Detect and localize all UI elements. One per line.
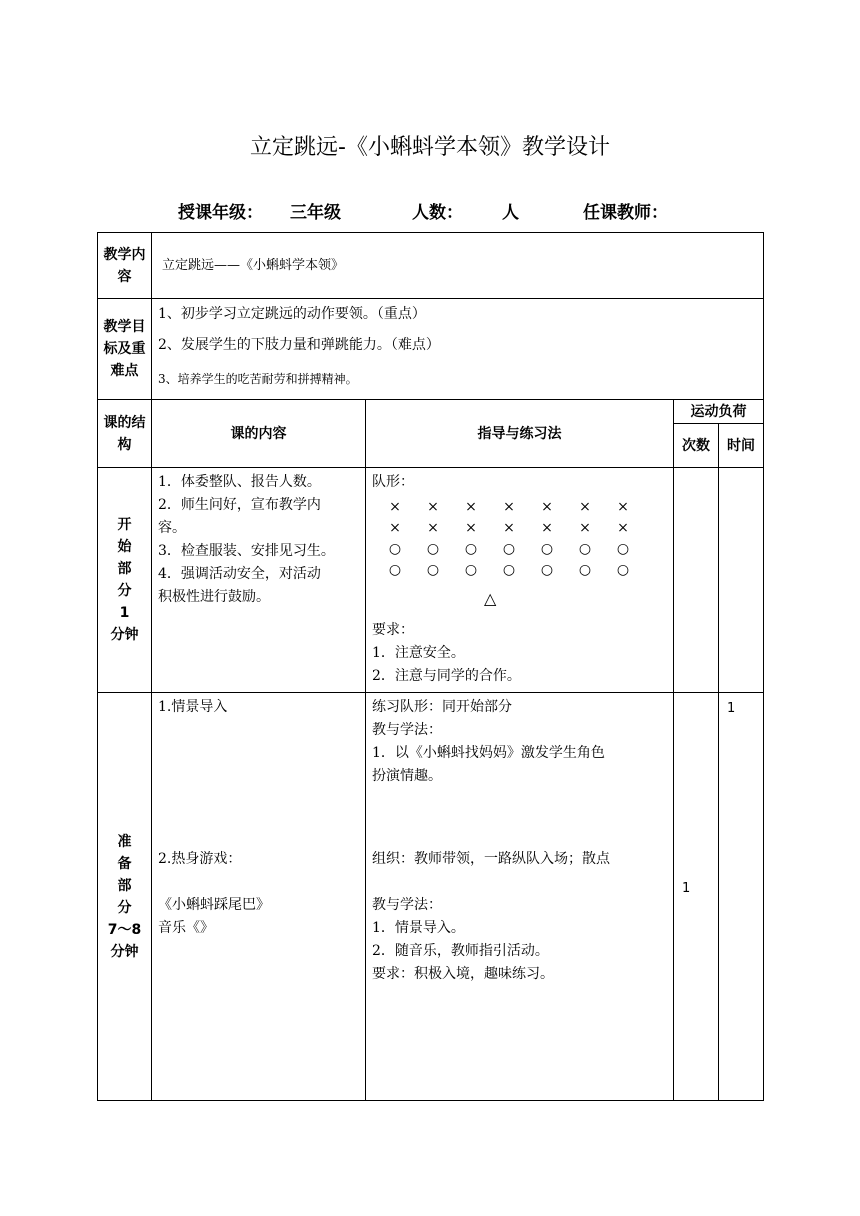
prep-section-content: 1.情景导入 2.热身游戏： 《小蝌蚪踩尾巴》 音乐《》 <box>152 693 366 1101</box>
formation-mark: × <box>579 520 591 536</box>
start-section-guide: 队形： × × × × × × × × × × × × × × ○ ○ ○ ○ ○ ○ ○ ○ ○ ○ ○ ○ ○ ○ △ 要求： 1．注意安全。 2．注意与同学的合作。 <box>366 468 674 693</box>
content-row <box>98 233 764 299</box>
goals-row-label: 教学目标及重难点 <box>98 299 152 400</box>
goals-row <box>98 299 764 400</box>
lesson-table <box>97 232 764 1101</box>
formation-mark: × <box>389 499 401 515</box>
grade-value: 三年级 <box>290 203 341 223</box>
formation-mark: × <box>579 499 591 515</box>
formation-mark: ○ <box>464 562 478 578</box>
formation-mark: ○ <box>426 541 440 557</box>
start-time-cell <box>719 468 764 693</box>
header-time: 时间 <box>719 424 764 468</box>
prep-time-value: 1 <box>727 701 736 716</box>
formation-mark: × <box>503 520 515 536</box>
formation-label: 队形： <box>372 474 414 490</box>
formation-mark: × <box>541 499 553 515</box>
goal-item: 3、培养学生的吃苦耐劳和拼搏精神。 <box>158 372 358 386</box>
prep-times-value: 1 <box>682 881 691 896</box>
prep-time-cell <box>719 693 764 1101</box>
formation-mark: × <box>427 520 439 536</box>
header-structure: 课的结构 <box>98 400 152 468</box>
start-section-label: 开 始 部 分 1 分钟 <box>98 468 152 693</box>
prep-section-label: 准 备 部 分 7～8 分钟 <box>98 693 152 1101</box>
table-header-row <box>98 400 764 424</box>
formation-mark: ○ <box>464 541 478 557</box>
prep-section-row <box>98 693 764 1101</box>
goal-item: 1、初步学习立定跳远的动作要领。（重点） <box>158 306 426 322</box>
prep-section-guide: 练习队形：同开始部分 教与学法： 1．以《小蝌蚪找妈妈》激发学生角色 扮演情趣。 组织：教师带领，一路纵队入场；散点 教与学法： 1．情景导入。 2．随音乐，教师指引活动。 要求：积极入境，趣味练习。 <box>366 693 674 1101</box>
formation-mark: × <box>465 520 477 536</box>
page-title: 立定跳远-《小蝌蚪学本领》教学设计 <box>250 135 610 160</box>
formation-mark: × <box>465 499 477 515</box>
formation-mark: × <box>389 520 401 536</box>
formation-grid <box>376 497 667 581</box>
formation-mark: ○ <box>540 541 554 557</box>
formation-mark: ○ <box>502 562 516 578</box>
teacher-label: 任课教师： <box>583 203 668 223</box>
formation-mark: ○ <box>502 541 516 557</box>
count-value: 人 <box>502 203 519 223</box>
teacher-triangle-icon: △ <box>484 589 497 608</box>
formation-mark: ○ <box>540 562 554 578</box>
goal-item: 2、发展学生的下肢力量和弹跳能力。（难点） <box>158 337 440 353</box>
formation-mark: × <box>503 499 515 515</box>
header-content: 课的内容 <box>152 400 366 468</box>
formation-mark: × <box>427 499 439 515</box>
formation-mark: × <box>541 520 553 536</box>
content-row-label: 教学内容 <box>98 233 152 299</box>
formation-mark: ○ <box>388 541 402 557</box>
start-times-cell <box>674 468 719 693</box>
formation-mark: ○ <box>578 541 592 557</box>
grade-label: 授课年级： <box>178 203 263 223</box>
formation-mark: ○ <box>578 562 592 578</box>
start-section-content: 1．体委整队、报告人数。 2．师生问好，宣布教学内 容。 3．检查服装、安排见习生。 4．强调活动安全，对活动 积极性进行鼓励。 <box>152 468 366 693</box>
formation-mark: × <box>617 520 629 536</box>
formation-mark: ○ <box>616 562 630 578</box>
formation-mark: ○ <box>388 562 402 578</box>
content-row-text: 立定跳远——《小蝌蚪学本领》 <box>152 233 764 299</box>
header-times: 次数 <box>674 424 719 468</box>
formation-mark: × <box>617 499 629 515</box>
count-label: 人数： <box>412 203 463 223</box>
header-guide: 指导与练习法 <box>366 400 674 468</box>
prep-times-cell <box>674 693 719 1101</box>
header-load: 运动负荷 <box>674 400 764 424</box>
formation-mark: ○ <box>426 562 440 578</box>
formation-mark: ○ <box>616 541 630 557</box>
start-section-row <box>98 468 764 693</box>
